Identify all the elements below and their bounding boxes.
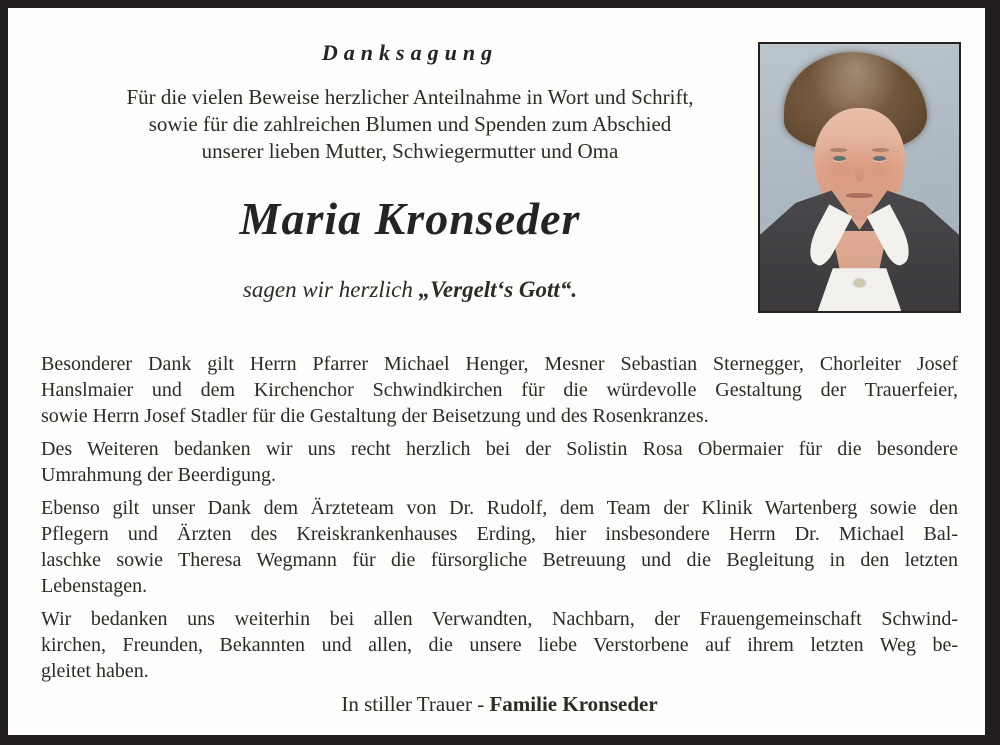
paragraph xyxy=(41,436,958,488)
intro-line: unserer lieben Mutter, Schwiegermutter und Oma xyxy=(201,139,619,163)
intro-line: Für die vielen Beweise herzlicher Anteilnahme in Wort und Schrift, xyxy=(126,85,694,109)
intro-line: sowie für die zahlreichen Blumen und Spenden zum Abschied xyxy=(148,112,672,136)
portrait-right-eye xyxy=(873,156,886,161)
paragraph-line: Hanslmaier und dem Kirchenchor Schwindkirchen für die würdevolle Gestaltung der Trauerfeier, xyxy=(41,379,958,401)
paragraph xyxy=(41,495,958,599)
paragraph-line: Wir bedanken uns weiterhin bei allen Verwandten, Nachbarn, der Frauengemeinschaft Schwind- xyxy=(41,608,958,630)
paragraph-line: Des Weiteren bedanken wir uns recht herzlich bei der Solistin Rosa Obermaier für die besondere xyxy=(41,438,958,460)
paragraph-line: gleitet haben. xyxy=(41,660,149,682)
portrait-mouth xyxy=(846,193,873,197)
subline xyxy=(41,275,779,305)
paragraph-line: Lebenstagen. xyxy=(41,575,148,597)
paragraph xyxy=(41,351,958,429)
paragraph-line: laschke sowie Theresa Wegmann für die fürsorgliche Betreuung und die Begleitung in den letzten xyxy=(41,549,958,571)
obituary-card xyxy=(8,8,985,735)
portrait-left-eye xyxy=(833,156,846,161)
intro-text xyxy=(41,84,779,165)
portrait-nose xyxy=(855,160,864,182)
paragraph-line: Ebenso gilt unser Dank dem Ärzteteam von Dr. Rudolf, dem Team der Klinik Wartenberg sowie den xyxy=(41,497,958,519)
paragraph-line: sowie Herrn Josef Stadler für die Gestaltung der Beisetzung und des Rosenkranzes. xyxy=(41,405,709,427)
subline-normal: sagen wir herzlich xyxy=(242,277,413,302)
closing-normal: In stiller Trauer - xyxy=(341,692,485,716)
portrait-photo xyxy=(758,42,961,313)
portrait-left-brow xyxy=(830,148,846,151)
closing-family-name: Familie Kronseder xyxy=(489,692,658,716)
paragraph-line: kirchen, Freunden, Bekannten und allen, die unsere liebe Verstorbene auf ihrem letzten Weg be- xyxy=(41,634,958,656)
closing-line xyxy=(41,691,958,717)
notice-header xyxy=(41,8,779,305)
portrait-right-brow xyxy=(872,148,888,151)
deceased-name: Maria Kronseder xyxy=(239,193,581,244)
paragraph-line: Besonderer Dank gilt Herrn Pfarrer Michael Henger, Mesner Sebastian Sternegger, Chorleiter Josef xyxy=(41,353,958,375)
notice-title: Danksagung xyxy=(321,40,499,65)
paragraph-line: Umrahmung der Beerdigung. xyxy=(41,464,276,486)
thanks-body xyxy=(41,351,958,684)
paragraph-line: Pflegern und Ärzten des Kreiskrankenhauses Erding, hier insbesondere Herrn Dr. Michael Bal- xyxy=(41,523,958,545)
paragraph xyxy=(41,606,958,684)
subline-quote: „Vergelt‘s Gott“. xyxy=(418,277,578,302)
